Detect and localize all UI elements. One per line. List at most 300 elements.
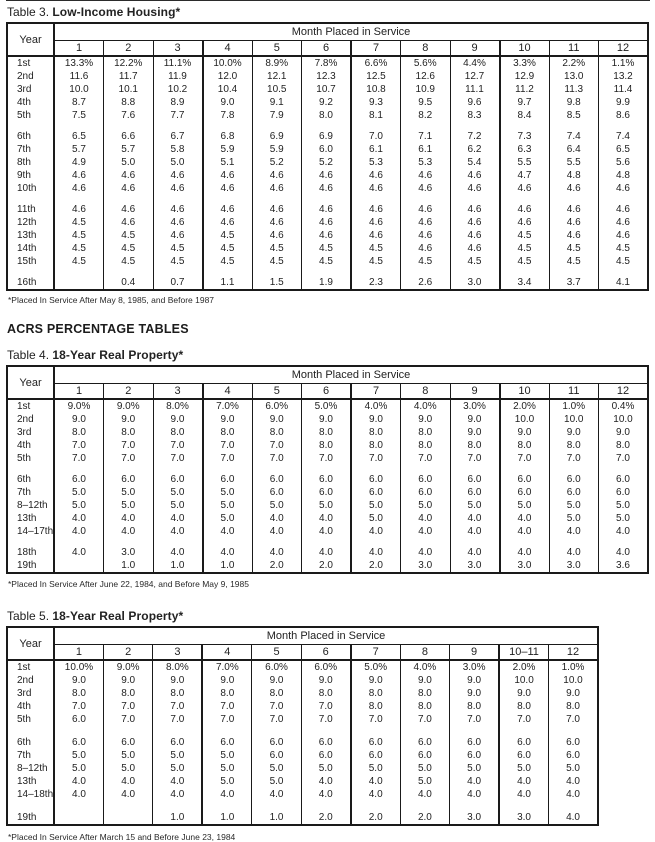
- table-row: [7, 109, 648, 122]
- value-cell: 8.0: [351, 426, 401, 439]
- month-placed-in-service-header: Month Placed in Service: [54, 23, 648, 40]
- value-cell: 7.6: [104, 109, 154, 122]
- value-cell: 6.0: [153, 736, 202, 749]
- value-cell: 4.6: [104, 182, 154, 195]
- month-numbers-row: [7, 644, 598, 660]
- value-cell: 4.6: [104, 216, 154, 229]
- value-cell: 10.9: [401, 83, 451, 96]
- value-cell: 0.4: [104, 276, 154, 290]
- value-cell: 9.0: [54, 413, 104, 426]
- value-cell: 8.0: [202, 687, 251, 700]
- value-cell: 5.0: [252, 775, 301, 788]
- value-cell: 4.0: [549, 775, 598, 788]
- value-cell: 7.0: [202, 713, 251, 726]
- value-cell: 11.1%: [153, 56, 203, 70]
- value-cell: 9.0: [599, 426, 649, 439]
- year-label-cell: 18th: [17, 547, 37, 558]
- value-cell: 4.5: [549, 242, 599, 255]
- value-cell: 5.0: [103, 749, 152, 762]
- value-cell: 9.3: [351, 96, 401, 109]
- value-cell: 6.0: [549, 749, 598, 762]
- value-cell: 5.0: [400, 775, 449, 788]
- table-row: [7, 687, 598, 700]
- value-cell: 5.7: [104, 143, 154, 156]
- value-cell: 4.5: [302, 242, 352, 255]
- value-cell: 4.6: [401, 242, 451, 255]
- value-cell: 4.6: [450, 182, 500, 195]
- month-column-header: 9: [450, 383, 500, 399]
- value-cell: 4.0: [153, 525, 203, 538]
- table-4-title-name: 18-Year Real Property*: [52, 348, 184, 362]
- value-cell: 9.0: [252, 413, 302, 426]
- value-cell: 7.0: [500, 452, 550, 465]
- table-row: [7, 700, 598, 713]
- year-label-cell: 7th: [17, 144, 31, 155]
- month-column-header: 1: [54, 40, 104, 56]
- value-cell: 5.0: [450, 499, 500, 512]
- value-cell: 4.0: [401, 525, 451, 538]
- value-cell: 7.0: [203, 452, 253, 465]
- value-cell: 9.0: [351, 674, 400, 687]
- value-cell: 6.5: [54, 130, 104, 143]
- value-cell: 4.6: [351, 169, 401, 182]
- value-cell: 12.6: [401, 70, 451, 83]
- value-cell: 4.0: [302, 525, 352, 538]
- value-cell: 4.0: [500, 512, 550, 525]
- value-cell: 4.8: [599, 169, 649, 182]
- value-cell: 7.4: [599, 130, 649, 143]
- value-cell: 3.0: [450, 811, 499, 825]
- month-column-header: 4: [203, 40, 253, 56]
- year-label-cell: 2nd: [17, 414, 34, 425]
- value-cell: 4.0: [104, 512, 154, 525]
- value-cell: 4.5: [153, 255, 203, 268]
- table-5-footnote: *Placed In Service After March 15 and Before June 23, 1984: [8, 832, 236, 842]
- value-cell: 9.0: [302, 413, 352, 426]
- value-cell: 4.0: [153, 788, 202, 801]
- value-cell: 12.3: [302, 70, 352, 83]
- table-row: [7, 546, 648, 559]
- value-cell: 6.0: [599, 473, 649, 486]
- value-cell: 8.0: [301, 687, 350, 700]
- value-cell: 4.0: [54, 525, 104, 538]
- month-column-header: 3: [153, 40, 203, 56]
- value-cell: 8.0: [351, 687, 400, 700]
- value-cell: 4.6: [549, 216, 599, 229]
- value-cell: 4.1: [599, 276, 649, 290]
- value-cell: 3.0%: [450, 399, 500, 413]
- value-cell: 5.0: [153, 486, 203, 499]
- value-cell: 4.5: [351, 255, 401, 268]
- value-cell: 8.0: [450, 700, 499, 713]
- table-3-title-name: Low-Income Housing*: [52, 5, 181, 19]
- value-cell: 4.6: [54, 182, 104, 195]
- table-row: [7, 749, 598, 762]
- table-row: [7, 426, 648, 439]
- table-row: [7, 486, 648, 499]
- month-column-header: 6: [302, 383, 352, 399]
- value-cell: 7.0: [351, 130, 401, 143]
- value-cell: 7.0: [499, 713, 548, 726]
- value-cell: 8.9%: [252, 56, 302, 70]
- value-cell: 9.0: [104, 413, 154, 426]
- year-label-cell: 8th: [17, 157, 31, 168]
- table-row: [7, 775, 598, 788]
- value-cell: 8.0: [549, 700, 598, 713]
- value-cell: 2.0: [351, 559, 401, 573]
- value-cell: 4.9: [54, 156, 104, 169]
- value-cell: 12.1: [252, 70, 302, 83]
- value-cell: 2.6: [401, 276, 451, 290]
- year-label-cell: 13th: [17, 513, 37, 524]
- value-cell: 5.0: [153, 156, 203, 169]
- group-gap-row: [7, 726, 598, 736]
- year-label-cell: 1st: [17, 662, 31, 673]
- value-cell: 4.6: [500, 216, 550, 229]
- value-cell: 8.0: [252, 426, 302, 439]
- value-cell: 8.0: [302, 426, 352, 439]
- table-5-18-year-real-property: [6, 626, 651, 826]
- value-cell: [54, 276, 104, 290]
- value-cell: 8.0: [400, 700, 449, 713]
- value-cell: 7.9: [252, 109, 302, 122]
- value-cell: 7.0: [450, 452, 500, 465]
- value-cell: 7.3: [500, 130, 550, 143]
- value-cell: 4.0%: [351, 399, 401, 413]
- value-cell: 8.0: [400, 687, 449, 700]
- month-column-header: 8: [401, 40, 451, 56]
- value-cell: 9.5: [401, 96, 451, 109]
- value-cell: 10.0%: [203, 56, 253, 70]
- top-rule: [6, 0, 650, 1]
- value-cell: 4.6: [302, 182, 352, 195]
- month-column-header: 4: [202, 644, 251, 660]
- table-row: [7, 70, 648, 83]
- value-cell: 6.0: [599, 486, 649, 499]
- value-cell: 6.0: [500, 486, 550, 499]
- month-column-header: 7: [351, 644, 400, 660]
- year-label-cell: 13th: [17, 776, 37, 787]
- value-cell: 3.6: [599, 559, 649, 573]
- value-cell: 4.0: [351, 525, 401, 538]
- value-cell: 8.0: [351, 439, 401, 452]
- value-cell: 4.6: [599, 216, 649, 229]
- year-label-cell: 3rd: [17, 84, 32, 95]
- value-cell: 5.0: [351, 762, 400, 775]
- year-column-header: Year: [7, 366, 54, 399]
- value-cell: 7.0%: [203, 399, 253, 413]
- value-cell: 4.6: [450, 229, 500, 242]
- value-cell: 1.1%: [599, 56, 649, 70]
- value-cell: 6.0: [153, 473, 203, 486]
- value-cell: 7.0: [301, 713, 350, 726]
- table-row: [7, 216, 648, 229]
- year-label-cell: 3rd: [17, 427, 32, 438]
- value-cell: 7.0: [153, 700, 202, 713]
- value-cell: 7.8: [203, 109, 253, 122]
- value-cell: 4.6: [153, 216, 203, 229]
- value-cell: 4.6: [500, 182, 550, 195]
- value-cell: 9.0: [549, 426, 599, 439]
- year-label-cell: 19th: [17, 560, 37, 571]
- month-column-header: 2: [104, 40, 154, 56]
- value-cell: 8.2: [401, 109, 451, 122]
- month-column-header: 6: [301, 644, 350, 660]
- group-gap-row: [7, 268, 648, 276]
- value-cell: 4.6: [549, 182, 599, 195]
- value-cell: 1.0%: [549, 660, 598, 674]
- table-row: [7, 96, 648, 109]
- value-cell: 1.0: [203, 559, 253, 573]
- table-row: [7, 242, 648, 255]
- value-cell: 4.6: [203, 203, 253, 216]
- value-cell: 9.0: [203, 413, 253, 426]
- header-row: [7, 627, 598, 644]
- value-cell: 6.0: [252, 749, 301, 762]
- month-column-header: 5: [252, 644, 301, 660]
- value-cell: 10.4: [203, 83, 253, 96]
- value-cell: 4.6: [450, 203, 500, 216]
- month-column-header: 4: [203, 383, 253, 399]
- value-cell: 10.7: [302, 83, 352, 96]
- value-cell: 9.0%: [103, 660, 152, 674]
- value-cell: 4.5: [450, 255, 500, 268]
- value-cell: 3.0: [500, 559, 550, 573]
- value-cell: 4.0: [103, 788, 152, 801]
- year-column-header: Year: [7, 23, 54, 56]
- value-cell: 6.0: [104, 473, 154, 486]
- table-5-title-name: 18-Year Real Property*: [52, 609, 184, 623]
- value-cell: 8.0%: [153, 660, 202, 674]
- group-gap-row: [7, 538, 648, 546]
- table-row: [7, 559, 648, 573]
- value-cell: 6.0: [202, 736, 251, 749]
- value-cell: 8.0%: [153, 399, 203, 413]
- value-cell: 4.0: [252, 512, 302, 525]
- value-cell: 5.0: [252, 499, 302, 512]
- value-cell: 4.0: [301, 788, 350, 801]
- table-5-18-year-real-property-grid: [6, 626, 599, 826]
- year-label-cell: 19th: [17, 812, 37, 823]
- value-cell: 4.0: [351, 788, 400, 801]
- value-cell: 8.7: [54, 96, 104, 109]
- value-cell: 6.0: [54, 736, 103, 749]
- month-column-header: 7: [351, 383, 401, 399]
- value-cell: 5.0: [202, 762, 251, 775]
- value-cell: 6.0: [351, 473, 401, 486]
- value-cell: 4.0: [450, 775, 499, 788]
- table-3-low-income-housing-grid: [6, 22, 649, 291]
- value-cell: 7.0: [104, 452, 154, 465]
- table-row: [7, 169, 648, 182]
- value-cell: 8.0: [252, 687, 301, 700]
- value-cell: 5.0: [450, 762, 499, 775]
- value-cell: 5.9: [203, 143, 253, 156]
- year-label-cell: 6th: [17, 131, 31, 142]
- value-cell: 4.0: [499, 788, 548, 801]
- value-cell: 2.2%: [549, 56, 599, 70]
- value-cell: 2.3: [351, 276, 401, 290]
- acrs-section-heading: ACRS PERCENTAGE TABLES: [7, 322, 189, 336]
- table-row: [7, 130, 648, 143]
- value-cell: 7.0: [153, 452, 203, 465]
- table-row: [7, 674, 598, 687]
- value-cell: 9.0: [401, 413, 451, 426]
- table-row: [7, 255, 648, 268]
- table-row: [7, 399, 648, 413]
- value-cell: 5.0: [103, 762, 152, 775]
- value-cell: 1.0: [153, 811, 202, 825]
- year-label-cell: 1st: [17, 401, 31, 412]
- group-gap-row: [7, 801, 598, 811]
- table-4-footnote: *Placed In Service After June 22, 1984, and Before May 9, 1985: [8, 579, 249, 589]
- table-3-low-income-housing: [6, 22, 651, 291]
- value-cell: 7.0: [252, 700, 301, 713]
- table-5-title-label: Table 5.: [7, 609, 50, 623]
- year-label-cell: 6th: [17, 737, 31, 748]
- year-label-cell: 11th: [17, 204, 36, 215]
- value-cell: 8.4: [500, 109, 550, 122]
- value-cell: 4.6: [351, 229, 401, 242]
- value-cell: 3.0: [450, 559, 500, 573]
- value-cell: 5.8: [153, 143, 203, 156]
- value-cell: 4.0: [401, 546, 451, 559]
- value-cell: 10.0: [54, 83, 104, 96]
- value-cell: 4.0: [599, 525, 649, 538]
- value-cell: 4.0: [252, 788, 301, 801]
- value-cell: 1.1: [203, 276, 253, 290]
- value-cell: 4.6: [450, 242, 500, 255]
- value-cell: 9.6: [450, 96, 500, 109]
- value-cell: 4.6: [401, 203, 451, 216]
- table-3-title: [7, 5, 651, 19]
- value-cell: 6.0: [499, 749, 548, 762]
- value-cell: 7.0: [54, 439, 104, 452]
- value-cell: 6.0: [351, 749, 400, 762]
- value-cell: 4.5: [500, 229, 550, 242]
- value-cell: 5.0: [203, 499, 253, 512]
- value-cell: 9.9: [599, 96, 649, 109]
- value-cell: 4.0: [104, 525, 154, 538]
- value-cell: 10.0: [499, 674, 548, 687]
- value-cell: 6.6%: [351, 56, 401, 70]
- value-cell: 5.0: [153, 499, 203, 512]
- value-cell: 4.0: [153, 546, 203, 559]
- value-cell: 9.2: [302, 96, 352, 109]
- value-cell: 7.0: [549, 452, 599, 465]
- year-label-cell: 12th: [17, 217, 37, 228]
- value-cell: 7.0: [252, 452, 302, 465]
- value-cell: 1.9: [302, 276, 352, 290]
- value-cell: 6.0: [351, 736, 400, 749]
- table-row: [7, 203, 648, 216]
- value-cell: 4.0: [450, 525, 500, 538]
- value-cell: 6.7: [153, 130, 203, 143]
- group-gap-row: [7, 465, 648, 473]
- value-cell: 8.0: [302, 109, 352, 122]
- table-4-title-label: Table 4.: [7, 348, 50, 362]
- value-cell: 4.6: [54, 203, 104, 216]
- value-cell: 5.3: [351, 156, 401, 169]
- value-cell: 4.6: [302, 229, 352, 242]
- table-row: [7, 762, 598, 775]
- value-cell: 6.0: [499, 736, 548, 749]
- value-cell: 5.0: [549, 512, 599, 525]
- value-cell: 9.0: [499, 687, 548, 700]
- value-cell: 0.7: [153, 276, 203, 290]
- value-cell: 7.0: [301, 700, 350, 713]
- value-cell: 4.0: [202, 788, 251, 801]
- value-cell: 4.5: [599, 255, 649, 268]
- value-cell: 9.0%: [54, 399, 104, 413]
- value-cell: 4.0: [54, 546, 104, 559]
- value-cell: 4.0: [401, 512, 451, 525]
- value-cell: 4.6: [302, 169, 352, 182]
- value-cell: 6.0: [450, 486, 500, 499]
- table-row: [7, 660, 598, 674]
- value-cell: 4.6: [302, 203, 352, 216]
- value-cell: 8.0: [401, 426, 451, 439]
- value-cell: 7.0: [203, 439, 253, 452]
- value-cell: 4.5: [203, 242, 253, 255]
- value-cell: 9.0: [450, 426, 500, 439]
- value-cell: 5.1: [203, 156, 253, 169]
- value-cell: 12.7: [450, 70, 500, 83]
- year-label-cell: 4th: [17, 701, 31, 712]
- value-cell: 4.5: [54, 216, 104, 229]
- value-cell: 8.1: [351, 109, 401, 122]
- table-row: [7, 452, 648, 465]
- value-cell: 4.0%: [401, 399, 451, 413]
- value-cell: 4.0: [450, 788, 499, 801]
- value-cell: 5.0%: [302, 399, 352, 413]
- value-cell: 4.6: [401, 229, 451, 242]
- value-cell: 4.5: [54, 229, 104, 242]
- value-cell: 7.0: [103, 713, 152, 726]
- value-cell: 4.6: [203, 216, 253, 229]
- header-row: [7, 366, 648, 383]
- value-cell: 9.0: [400, 674, 449, 687]
- value-cell: 7.4: [549, 130, 599, 143]
- value-cell: [54, 811, 103, 825]
- value-cell: 7.0: [400, 713, 449, 726]
- value-cell: 4.0: [103, 775, 152, 788]
- table-row: [7, 811, 598, 825]
- value-cell: 4.5: [104, 242, 154, 255]
- month-column-header: 10–11: [499, 644, 548, 660]
- value-cell: 6.0: [400, 749, 449, 762]
- value-cell: 12.2%: [104, 56, 154, 70]
- value-cell: 12.0: [203, 70, 253, 83]
- value-cell: 4.0: [599, 546, 649, 559]
- value-cell: 7.0%: [202, 660, 251, 674]
- month-numbers-row: [7, 40, 648, 56]
- value-cell: 9.1: [252, 96, 302, 109]
- value-cell: 9.0: [450, 413, 500, 426]
- table-row: [7, 182, 648, 195]
- year-label-cell: 8–12th: [17, 500, 48, 511]
- value-cell: 9.0: [202, 674, 251, 687]
- value-cell: 2.0: [252, 559, 302, 573]
- value-cell: 6.0%: [252, 660, 301, 674]
- value-cell: 7.8%: [302, 56, 352, 70]
- month-column-header: 3: [153, 383, 203, 399]
- value-cell: 6.0: [54, 713, 103, 726]
- value-cell: 4.5: [203, 255, 253, 268]
- value-cell: 5.0: [549, 762, 598, 775]
- value-cell: 13.3%: [54, 56, 104, 70]
- value-cell: 4.6: [153, 169, 203, 182]
